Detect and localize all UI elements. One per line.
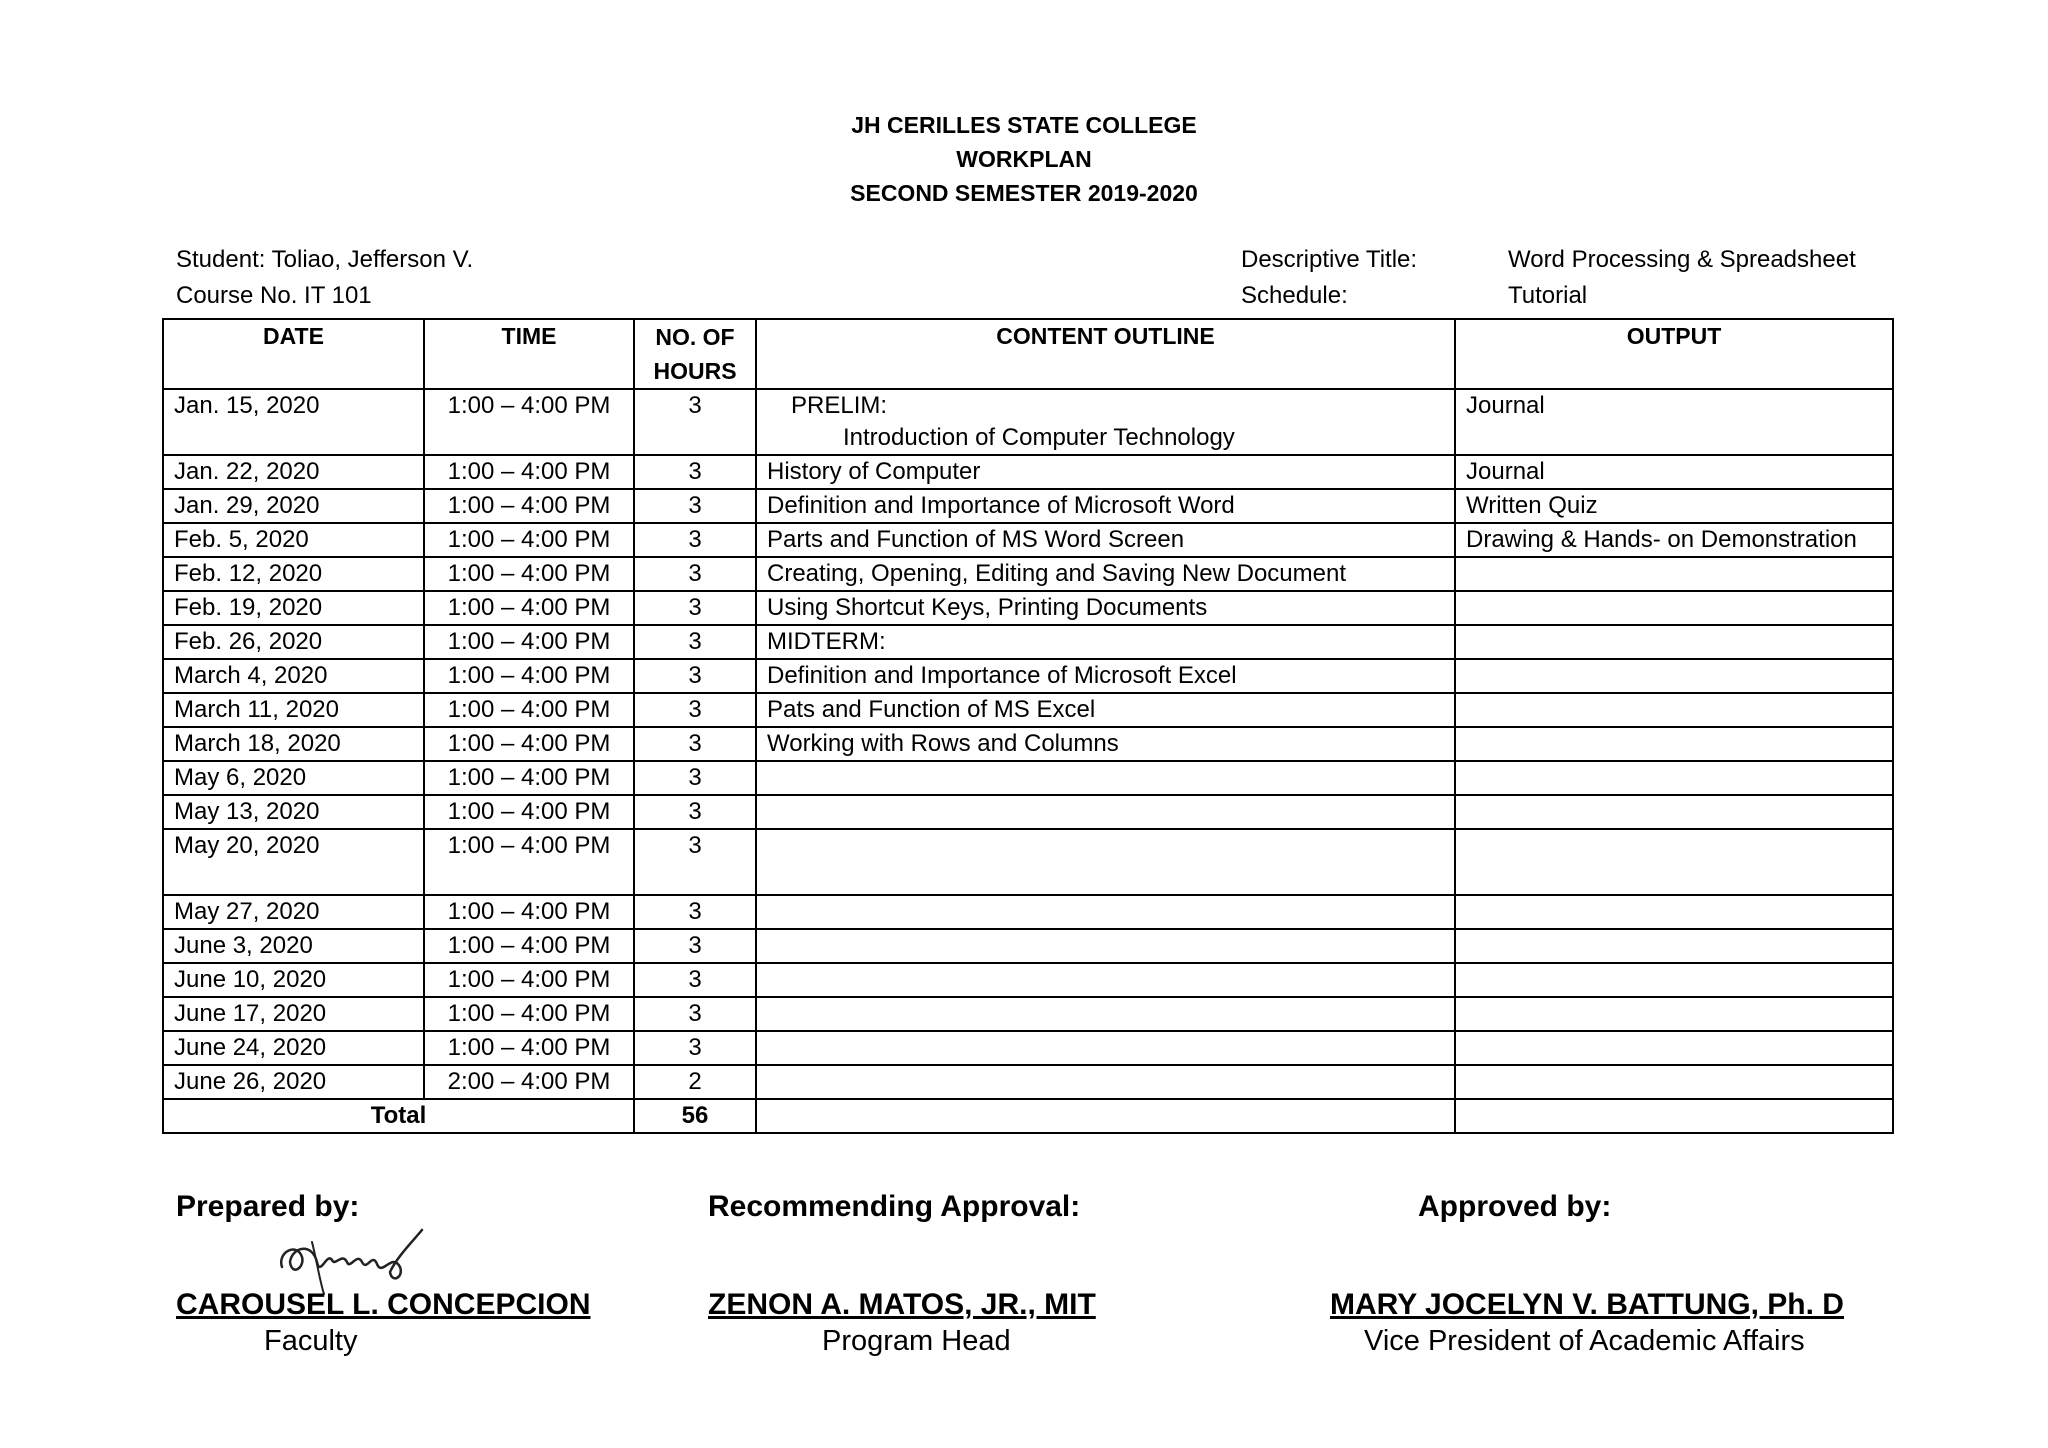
time-cell: 1:00 – 4:00 PM: [424, 895, 634, 929]
output-cell: [1455, 895, 1893, 929]
approved-by-name: MARY JOCELYN V. BATTUNG, Ph. D: [1330, 1288, 1844, 1321]
table-row: [163, 489, 1893, 523]
hours-cell: 3: [634, 795, 756, 829]
college-name: JH CERILLES STATE COLLEGE: [851, 112, 1197, 138]
course-info-labels: [1241, 242, 1417, 314]
table-row: [163, 727, 1893, 761]
workplan-table: [162, 318, 1894, 1134]
time-cell: 1:00 – 4:00 PM: [424, 591, 634, 625]
hours-cell: 2: [634, 1065, 756, 1099]
output-cell: Written Quiz: [1455, 489, 1893, 523]
table-row: [163, 591, 1893, 625]
output-cell: [1455, 693, 1893, 727]
table-row: [163, 523, 1893, 557]
date-cell: June 3, 2020: [163, 929, 424, 963]
time-cell: 1:00 – 4:00 PM: [424, 997, 634, 1031]
hours-cell: 3: [634, 557, 756, 591]
recommending-approval-label: Recommending Approval:: [708, 1190, 1081, 1223]
course-info-values: [1508, 242, 1856, 314]
time-cell: 1:00 – 4:00 PM: [424, 523, 634, 557]
content-cell: MIDTERM:: [756, 625, 1455, 659]
date-cell: June 10, 2020: [163, 963, 424, 997]
content-header: CONTENT OUTLINE: [756, 319, 1455, 389]
content-cell: [756, 795, 1455, 829]
table-body: [163, 389, 1893, 1133]
document-header: [0, 108, 2048, 210]
content-cell: Using Shortcut Keys, Printing Documents: [756, 591, 1455, 625]
output-cell: [1455, 761, 1893, 795]
content-cell: Working with Rows and Columns: [756, 727, 1455, 761]
content-cell: [756, 963, 1455, 997]
hours-cell: 3: [634, 455, 756, 489]
content-cell: [756, 1031, 1455, 1065]
date-cell: May 27, 2020: [163, 895, 424, 929]
table-row: [163, 693, 1893, 727]
time-cell: 1:00 – 4:00 PM: [424, 455, 634, 489]
recommending-name: ZENON A. MATOS, JR., MIT: [708, 1288, 1096, 1321]
table-row: [163, 625, 1893, 659]
time-cell: 1:00 – 4:00 PM: [424, 727, 634, 761]
output-cell: [1455, 929, 1893, 963]
content-topic: Introduction of Computer Technology: [843, 424, 1235, 451]
hours-cell: 3: [634, 829, 756, 895]
hours-cell: 3: [634, 693, 756, 727]
output-cell: Journal: [1455, 389, 1893, 455]
hours-header-line1: NO. OF: [655, 324, 735, 350]
table-row: [163, 761, 1893, 795]
table-row: [163, 829, 1893, 895]
content-cell: Creating, Opening, Editing and Saving New Document: [756, 557, 1455, 591]
hours-cell: 3: [634, 489, 756, 523]
semester-label: SECOND SEMESTER 2019-2020: [850, 180, 1198, 206]
time-cell: 1:00 – 4:00 PM: [424, 659, 634, 693]
total-label: Total: [163, 1099, 634, 1133]
date-cell: March 4, 2020: [163, 659, 424, 693]
content-cell: [756, 1065, 1455, 1099]
content-cell: [756, 895, 1455, 929]
output-cell: [1455, 591, 1893, 625]
table-row: [163, 557, 1893, 591]
hours-cell: 3: [634, 963, 756, 997]
output-cell: [1455, 1065, 1893, 1099]
table-row: [163, 1065, 1893, 1099]
table-row: [163, 929, 1893, 963]
date-cell: Feb. 5, 2020: [163, 523, 424, 557]
content-cell: [756, 997, 1455, 1031]
output-cell: [1455, 727, 1893, 761]
output-cell: [1455, 997, 1893, 1031]
date-cell: Feb. 26, 2020: [163, 625, 424, 659]
total-hours: 56: [634, 1099, 756, 1133]
date-cell: Jan. 22, 2020: [163, 455, 424, 489]
table-row: [163, 659, 1893, 693]
time-cell: 1:00 – 4:00 PM: [424, 963, 634, 997]
date-cell: June 26, 2020: [163, 1065, 424, 1099]
output-cell: Journal: [1455, 455, 1893, 489]
time-cell: 1:00 – 4:00 PM: [424, 761, 634, 795]
date-header: DATE: [163, 319, 424, 389]
hours-cell: 3: [634, 727, 756, 761]
output-cell: [1455, 625, 1893, 659]
time-cell: 1:00 – 4:00 PM: [424, 557, 634, 591]
table-row: [163, 963, 1893, 997]
time-cell: 1:00 – 4:00 PM: [424, 829, 634, 895]
content-cell: Parts and Function of MS Word Screen: [756, 523, 1455, 557]
time-cell: 1:00 – 4:00 PM: [424, 489, 634, 523]
hours-cell: 3: [634, 625, 756, 659]
time-cell: 1:00 – 4:00 PM: [424, 1031, 634, 1065]
content-cell: [756, 389, 1455, 455]
time-header: TIME: [424, 319, 634, 389]
table-row: [163, 997, 1893, 1031]
time-cell: 1:00 – 4:00 PM: [424, 625, 634, 659]
total-output-cell: [1455, 1099, 1893, 1133]
approved-by-role: Vice President of Academic Affairs: [1364, 1325, 1805, 1357]
output-cell: [1455, 557, 1893, 591]
date-cell: March 11, 2020: [163, 693, 424, 727]
time-cell: 2:00 – 4:00 PM: [424, 1065, 634, 1099]
hours-cell: 3: [634, 761, 756, 795]
total-row: [163, 1099, 1893, 1133]
date-cell: May 6, 2020: [163, 761, 424, 795]
hours-header-line2: HOURS: [653, 358, 737, 384]
output-header: OUTPUT: [1455, 319, 1893, 389]
output-cell: [1455, 829, 1893, 895]
date-cell: Feb. 19, 2020: [163, 591, 424, 625]
document-title: WORKPLAN: [956, 146, 1092, 172]
hours-cell: 3: [634, 591, 756, 625]
date-cell: Jan. 15, 2020: [163, 389, 424, 455]
total-content-cell: [756, 1099, 1455, 1133]
table-row: [163, 389, 1893, 455]
prepared-by-label: Prepared by:: [176, 1190, 360, 1223]
content-cell: [756, 929, 1455, 963]
hours-cell: 3: [634, 895, 756, 929]
table-row: [163, 1031, 1893, 1065]
descriptive-title-label: Descriptive Title:: [1241, 246, 1418, 273]
date-cell: May 20, 2020: [163, 829, 424, 895]
output-cell: [1455, 1031, 1893, 1065]
student-name: Student: Toliao, Jefferson V.: [176, 246, 474, 273]
course-number: Course No. IT 101: [176, 282, 372, 309]
date-cell: June 24, 2020: [163, 1031, 424, 1065]
hours-cell: 3: [634, 389, 756, 455]
hours-cell: 3: [634, 1031, 756, 1065]
table-row: [163, 455, 1893, 489]
date-cell: Jan. 29, 2020: [163, 489, 424, 523]
prepared-by-role: Faculty: [264, 1325, 358, 1357]
date-cell: June 17, 2020: [163, 997, 424, 1031]
output-cell: [1455, 659, 1893, 693]
date-cell: Feb. 12, 2020: [163, 557, 424, 591]
approved-by-label: Approved by:: [1418, 1190, 1612, 1223]
hours-cell: 3: [634, 523, 756, 557]
content-cell: Definition and Importance of Microsoft Word: [756, 489, 1455, 523]
time-cell: 1:00 – 4:00 PM: [424, 693, 634, 727]
content-section: PRELIM:: [791, 392, 888, 419]
time-cell: 1:00 – 4:00 PM: [424, 929, 634, 963]
time-cell: 1:00 – 4:00 PM: [424, 389, 634, 455]
prepared-by-name: CAROUSEL L. CONCEPCION: [176, 1288, 591, 1321]
content-cell: [756, 829, 1455, 895]
output-cell: [1455, 795, 1893, 829]
hours-cell: 3: [634, 997, 756, 1031]
date-cell: March 18, 2020: [163, 727, 424, 761]
hours-cell: 3: [634, 659, 756, 693]
schedule-value: Tutorial: [1508, 282, 1588, 309]
content-cell: Pats and Function of MS Excel: [756, 693, 1455, 727]
content-cell: History of Computer: [756, 455, 1455, 489]
table-row: [163, 895, 1893, 929]
descriptive-title-value: Word Processing & Spreadsheet: [1508, 246, 1856, 273]
date-cell: May 13, 2020: [163, 795, 424, 829]
output-cell: [1455, 963, 1893, 997]
time-cell: 1:00 – 4:00 PM: [424, 795, 634, 829]
schedule-label: Schedule:: [1241, 282, 1348, 309]
hours-cell: 3: [634, 929, 756, 963]
content-cell: [756, 761, 1455, 795]
table-header-row: [163, 319, 1893, 389]
student-info: [176, 242, 473, 314]
hours-header: [634, 319, 756, 389]
table-row: [163, 795, 1893, 829]
output-cell: Drawing & Hands- on Demonstration: [1455, 523, 1893, 557]
content-cell: Definition and Importance of Microsoft Excel: [756, 659, 1455, 693]
recommending-role: Program Head: [822, 1325, 1011, 1357]
